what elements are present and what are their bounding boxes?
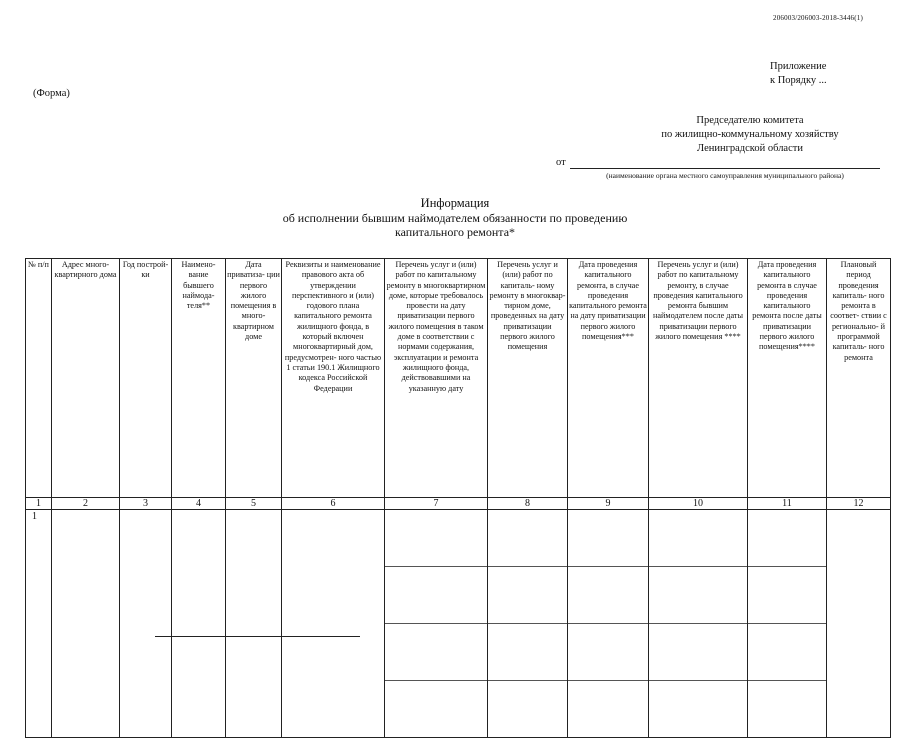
data-cell-later-works[interactable] xyxy=(649,510,748,738)
header-cell-3: Год построй- ки xyxy=(120,259,172,498)
data-cell-performed-works[interactable] xyxy=(488,510,568,738)
column-number-row xyxy=(26,498,891,510)
subgrid-line[interactable] xyxy=(488,624,567,681)
column-number: 8 xyxy=(488,498,568,510)
data-cell-landlord[interactable] xyxy=(172,510,226,738)
required-works-subgrid xyxy=(385,510,487,737)
column-number: 2 xyxy=(52,498,120,510)
document-title xyxy=(265,196,645,239)
header-cell-5: Дата приватиза- ции первого жилого помещения в много- квартирном доме xyxy=(226,259,282,498)
title-line-1: Информация xyxy=(420,196,490,210)
repair-date-subgrid xyxy=(568,510,648,737)
data-cell-later-date[interactable] xyxy=(748,510,827,738)
header-cell-12: Плановый период проведения капиталь- ного ремонта в соответ- ствии с регионально- й программой капиталь- ного ремонта xyxy=(827,259,891,498)
from-label: от xyxy=(556,157,566,168)
column-number: 3 xyxy=(120,498,172,510)
subgrid-line[interactable] xyxy=(748,681,826,738)
column-number: 9 xyxy=(568,498,649,510)
addressee-line-3: Ленинградской области xyxy=(697,143,803,154)
performed-works-subgrid xyxy=(488,510,567,737)
column-number: 4 xyxy=(172,498,226,510)
row-number-cell: 1 xyxy=(26,510,52,738)
later-date-subgrid xyxy=(748,510,826,737)
from-hint: (наименование органа местного самоуправления муниципального района) xyxy=(606,171,844,180)
column-number: 10 xyxy=(649,498,748,510)
subgrid-line[interactable] xyxy=(488,510,567,567)
subgrid-line[interactable] xyxy=(748,567,826,624)
data-cell-repair-date[interactable] xyxy=(568,510,649,738)
addressee-block xyxy=(600,114,900,156)
subgrid-line[interactable] xyxy=(385,510,487,567)
subgrid-line[interactable] xyxy=(568,681,648,738)
header-cell-11: Дата проведения капитального ремонта в случае проведения капитального ремонта после даты приватизации первого жилого помещения**** xyxy=(748,259,827,498)
column-number: 11 xyxy=(748,498,827,510)
annex-line-1: Приложение xyxy=(770,61,827,72)
column-number: 7 xyxy=(385,498,488,510)
header-cell-4: Наимено- вание бывшего наймода- теля** xyxy=(172,259,226,498)
header-cell-2: Адрес много- квартирного дома xyxy=(52,259,120,498)
subgrid-line[interactable] xyxy=(488,681,567,738)
subgrid-line[interactable] xyxy=(488,567,567,624)
column-number: 12 xyxy=(827,498,891,510)
subgrid-line[interactable] xyxy=(385,567,487,624)
later-works-subgrid xyxy=(649,510,747,737)
table-header-row xyxy=(26,259,891,498)
subgrid-line[interactable] xyxy=(748,510,826,567)
annex-line-2: к Порядку ... xyxy=(770,75,827,86)
data-cell-planned-period[interactable] xyxy=(827,510,891,738)
title-line-2: об исполнении бывшим наймодателем обязанности по проведению xyxy=(282,211,628,225)
column-number: 5 xyxy=(226,498,282,510)
header-cell-7: Перечень услуг и (или) работ по капитальному ремонту в многоквартирном доме, которые требовалось провести на дату приватизации первого жилого помещения в таком доме в соответствии с нормами содержания, эксплуатации и ремонта жилищного фонда, действовавшими на указанную дату xyxy=(385,259,488,498)
document-id: 206003/206003-2018-3446(1) xyxy=(773,14,863,22)
subgrid-line[interactable] xyxy=(385,624,487,681)
table-row xyxy=(26,510,891,738)
header-cell-8: Перечень услуг и (или) работ по капиталь- ному ремонту в многоквар- тирном доме, проведенных на дату приватизации первого жилого помещения xyxy=(488,259,568,498)
footnote-separator xyxy=(155,636,360,637)
data-cell-address[interactable] xyxy=(52,510,120,738)
subgrid-line[interactable] xyxy=(568,567,648,624)
title-line-3: капитального ремонта* xyxy=(394,225,516,239)
column-number: 6 xyxy=(282,498,385,510)
subgrid-line[interactable] xyxy=(385,681,487,738)
header-cell-6: Реквизиты и наименование правового акта об утверждении перспективного и (или) годового плана капитального ремонта жилищного фонда, в который включен многоквартирный дом, предусмотрен- ного частью 1 статьи 190.1 Жилищного кодекса Российской Федерации xyxy=(282,259,385,498)
subgrid-line[interactable] xyxy=(649,681,747,738)
from-fill-line xyxy=(570,168,880,169)
header-cell-9: Дата проведения капитального ремонта, в случае проведения капитального ремонта на дату приватизации первого жилого помещения*** xyxy=(568,259,649,498)
header-cell-10: Перечень услуг и (или) работ по капитальному ремонту, в случае проведения капитального ремонта бывшим наймодателем после даты приватизации первого жилого помещения **** xyxy=(649,259,748,498)
subgrid-line[interactable] xyxy=(649,510,747,567)
data-cell-privatization-date[interactable] xyxy=(226,510,282,738)
data-cell-year[interactable] xyxy=(120,510,172,738)
header-cell-1: № п/п xyxy=(26,259,52,498)
subgrid-line[interactable] xyxy=(568,510,648,567)
data-cell-required-works[interactable] xyxy=(385,510,488,738)
annex-note xyxy=(770,60,827,88)
subgrid-line[interactable] xyxy=(568,624,648,681)
subgrid-line[interactable] xyxy=(649,624,747,681)
form-label: (Форма) xyxy=(33,88,70,99)
info-table xyxy=(25,258,891,738)
addressee-line-1: Председателю комитета xyxy=(696,115,804,126)
addressee-line-2: по жилищно-коммунальному хозяйству xyxy=(661,129,839,140)
data-cell-legal-act[interactable] xyxy=(282,510,385,738)
subgrid-line[interactable] xyxy=(748,624,826,681)
subgrid-line[interactable] xyxy=(649,567,747,624)
column-number: 1 xyxy=(26,498,52,510)
